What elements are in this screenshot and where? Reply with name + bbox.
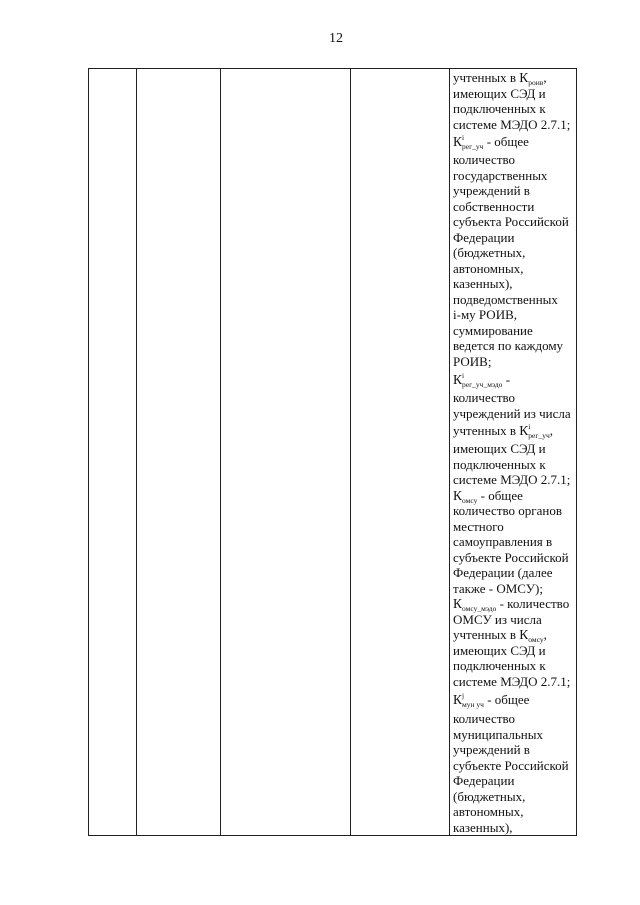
text-line: собственности xyxy=(453,198,535,214)
text-line: суммирование xyxy=(453,322,533,338)
formula-suffix: - общее xyxy=(477,487,523,503)
text-line: подключенных к xyxy=(453,658,546,673)
subscript-label: омсу_мэдо xyxy=(462,604,497,613)
text-line: учреждений в xyxy=(453,183,530,198)
index-stack xyxy=(462,371,502,389)
formula-prefix: учтенных в xyxy=(453,423,520,438)
subscript-label: роив xyxy=(528,78,544,87)
formula-suffix: - общее xyxy=(483,692,530,707)
superscript-index: j xyxy=(462,691,465,700)
text-line: Федерации xyxy=(453,229,515,245)
text-line: системе МЭДО 2.7.1; xyxy=(453,472,571,487)
text-line: Федерации xyxy=(453,773,515,788)
text-line: имеющих СЭД и xyxy=(453,642,546,658)
text-line: казенных), xyxy=(453,276,513,291)
formula-suffix: - xyxy=(502,372,511,387)
text-line: субъекте Российской xyxy=(453,549,569,565)
variable-symbol: К xyxy=(453,692,463,707)
formula-suffix: - общее xyxy=(483,134,529,149)
formula-line xyxy=(453,596,576,612)
text-line: (бюджетных, xyxy=(453,245,526,260)
superscript-index: i xyxy=(528,422,531,431)
text-line: ведется по каждому xyxy=(453,338,564,353)
table-column-4 xyxy=(351,69,450,835)
formula-line xyxy=(453,421,576,441)
index-stack xyxy=(528,422,549,440)
text-line: имеющих СЭД и xyxy=(453,85,546,101)
cell-text xyxy=(453,70,576,835)
index-stack xyxy=(462,133,483,151)
text-line: субъекте Российской xyxy=(453,757,569,773)
subscript-label: рег_уч xyxy=(462,142,484,151)
variable-symbol: К xyxy=(519,70,529,85)
text-line: казенных), xyxy=(453,819,513,835)
subscript-label: рег_уч xyxy=(528,431,550,440)
superscript-index: i xyxy=(462,371,465,380)
text-line: количество органов xyxy=(453,503,563,518)
formula-line xyxy=(453,627,576,643)
variable-symbol: К xyxy=(453,596,463,611)
text-line: автономных, xyxy=(453,260,524,276)
subscript-label: омсу xyxy=(462,495,478,505)
text-line: количество xyxy=(453,711,516,726)
text-line: субъекта Российской xyxy=(453,214,569,229)
text-line: ОМСУ из числа xyxy=(453,611,542,627)
table-column-2 xyxy=(137,69,221,835)
table-column-3 xyxy=(221,69,351,835)
formula-suffix: , xyxy=(549,423,553,438)
superscript-index: i xyxy=(462,133,465,142)
text-line: учреждений в xyxy=(453,742,530,757)
formula-suffix: , xyxy=(543,70,547,85)
formula-line xyxy=(453,689,576,711)
text-line: подключенных к xyxy=(453,456,546,472)
subscript-label: омсу xyxy=(528,635,544,644)
formula-prefix: учтенных в xyxy=(453,70,520,85)
formula-line xyxy=(453,369,576,390)
variable-symbol: К xyxy=(519,423,529,438)
subscript-label: рег_уч_мэдо xyxy=(462,380,503,389)
formula-line xyxy=(453,70,576,86)
text-line: i-му РОИВ, xyxy=(453,307,518,322)
formula-suffix: , xyxy=(543,627,547,642)
variable-symbol: К xyxy=(453,487,463,503)
text-line: государственных xyxy=(453,167,548,183)
text-line: также - ОМСУ); xyxy=(453,580,543,596)
variable-symbol: К xyxy=(453,134,463,149)
text-line: учреждений из числа xyxy=(453,405,571,421)
formula-line xyxy=(453,488,576,504)
formula-suffix: - количество xyxy=(496,596,570,611)
text-line: количество xyxy=(453,152,516,167)
text-line: количество xyxy=(453,390,516,405)
text-line: РОИВ; xyxy=(453,353,492,369)
text-line: местного xyxy=(453,518,504,534)
text-line: Федерации (далее xyxy=(453,565,553,580)
text-line: системе МЭДО 2.7.1; xyxy=(453,673,571,689)
text-line: подведомственных xyxy=(453,291,558,307)
formula-line xyxy=(453,132,576,152)
text-line: имеющих СЭД и xyxy=(453,441,546,456)
index-stack xyxy=(462,691,484,709)
table-column-1 xyxy=(89,69,137,835)
variable-symbol: К xyxy=(453,372,463,387)
text-line: автономных, xyxy=(453,804,524,819)
data-table xyxy=(88,68,577,836)
text-line: системе МЭДО 2.7.1; xyxy=(453,116,571,132)
text-line: подключенных к xyxy=(453,101,546,116)
page-number: 12 xyxy=(329,31,343,46)
text-line: (бюджетных, xyxy=(453,788,526,804)
subscript-label: мун уч xyxy=(462,700,484,709)
variable-symbol: К xyxy=(519,627,529,642)
table-column-5 xyxy=(450,69,576,835)
formula-prefix: учтенных в xyxy=(453,627,520,642)
text-line: самоуправления в xyxy=(453,534,553,549)
text-line: муниципальных xyxy=(453,726,544,742)
